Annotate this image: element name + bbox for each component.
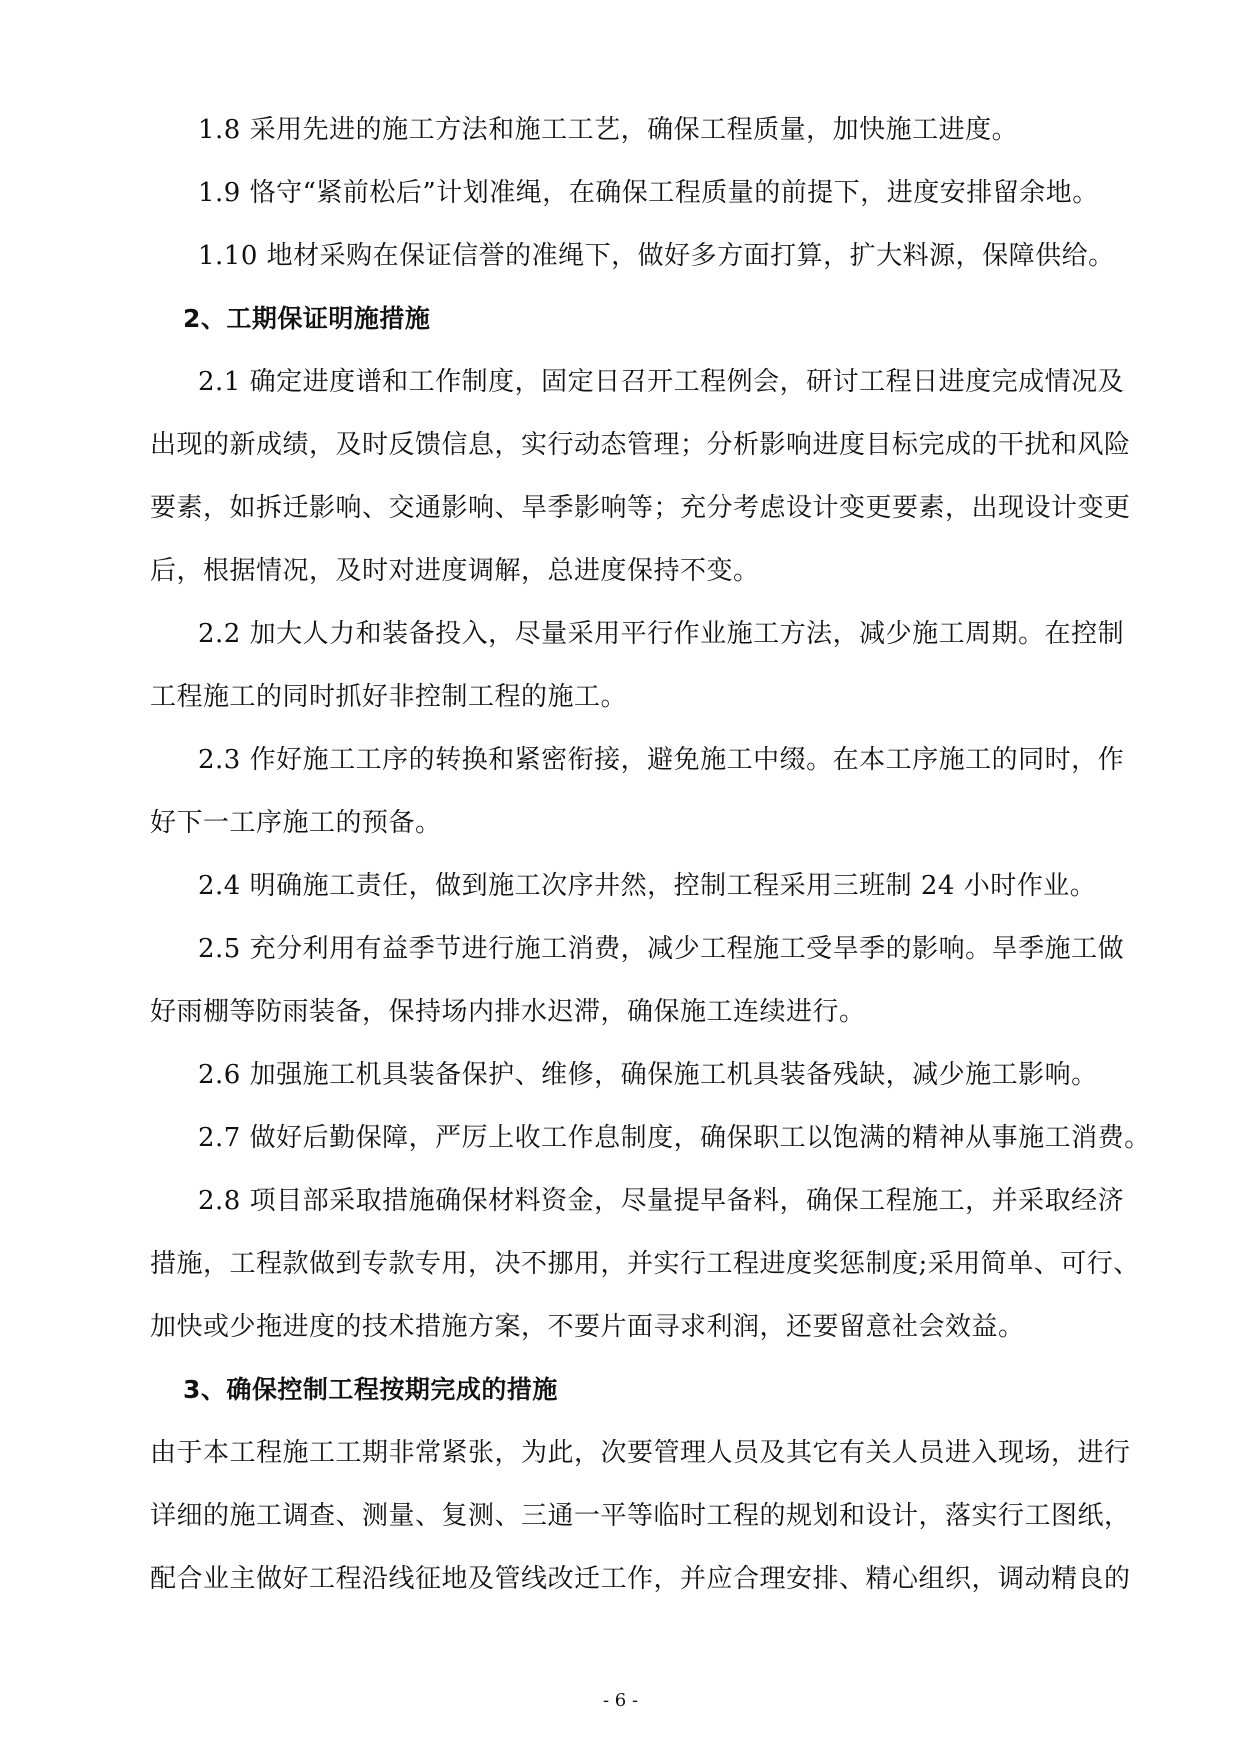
text-line: 2.2 加大人力和装备投入，尽量采用平行作业施工方法，减少施工周期。在控制 xyxy=(198,619,1125,649)
section-heading: 2、工期保证明施措施 xyxy=(183,304,431,333)
text-line: 2.6 加强施工机具装备保护、维修，确保施工机具装备残缺，减少施工影响。 xyxy=(198,1060,1098,1090)
text-line: 2.7 做好后勤保障，严厉上收工作息制度，确保职工以饱满的精神从事施工消费。 xyxy=(198,1123,1151,1153)
text-line: 后，根据情况，及时对进度调解，总进度保持不变。 xyxy=(150,556,760,586)
text-line: 好雨棚等防雨装备，保持场内排水迟滞，确保施工连续进行。 xyxy=(150,997,866,1027)
text-line: 2.3 作好施工工序的转换和紧密衔接，避免施工中缀。在本工序施工的同时，作 xyxy=(198,745,1125,775)
text-line: 2.5 充分利用有益季节进行施工消费，减少工程施工受旱季的影响。旱季施工做 xyxy=(198,934,1125,964)
text-line: 出现的新成绩，及时反馈信息，实行动态管理；分析影响进度目标完成的干扰和风险 xyxy=(150,430,1131,460)
text-line: 详细的施工调查、测量、复测、三通一平等临时工程的规划和设计，落实行工图纸， xyxy=(150,1501,1131,1531)
text-line: 1.10 地材采购在保证信誉的准绳下，做好多方面打算，扩大料源，保障供给。 xyxy=(198,241,1115,271)
text-line: 由于本工程施工工期非常紧张，为此，次要管理人员及其它有关人员进入现场，进行 xyxy=(150,1438,1131,1468)
section-heading: 3、确保控制工程按期完成的措施 xyxy=(183,1375,558,1404)
text-line: 2.1 确定进度谱和工作制度，固定日召开工程例会，研讨工程日进度完成情况及 xyxy=(198,367,1125,397)
text-line: 2.4 明确施工责任，做到施工次序井然，控制工程采用三班制 24 小时作业。 xyxy=(198,871,1097,901)
text-line: 2.8 项目部采取措施确保材料资金，尽量提早备料，确保工程施工，并采取经济 xyxy=(198,1186,1125,1216)
text-line: 配合业主做好工程沿线征地及管线改迁工作，并应合理安排、精心组织，调动精良的 xyxy=(150,1564,1131,1594)
text-line: 1.9 恪守“紧前松后”计划准绳，在确保工程质量的前提下，进度安排留余地。 xyxy=(198,178,1099,208)
text-line: 1.8 采用先进的施工方法和施工工艺，确保工程质量，加快施工进度。 xyxy=(198,115,1019,145)
text-line: 工程施工的同时抓好非控制工程的施工。 xyxy=(150,682,628,712)
text-line: 要素，如拆迁影响、交通影响、旱季影响等；充分考虑设计变更要素，出现设计变更 xyxy=(150,493,1131,523)
page-number: - 6 - xyxy=(602,1690,639,1711)
text-line: 加快或少拖进度的技术措施方案，不要片面寻求利润，还要留意社会效益。 xyxy=(150,1312,1025,1342)
text-line: 好下一工序施工的预备。 xyxy=(150,808,442,838)
text-line: 措施，工程款做到专款专用，决不挪用，并实行工程进度奖惩制度;采用简单、可行、 xyxy=(150,1249,1140,1279)
